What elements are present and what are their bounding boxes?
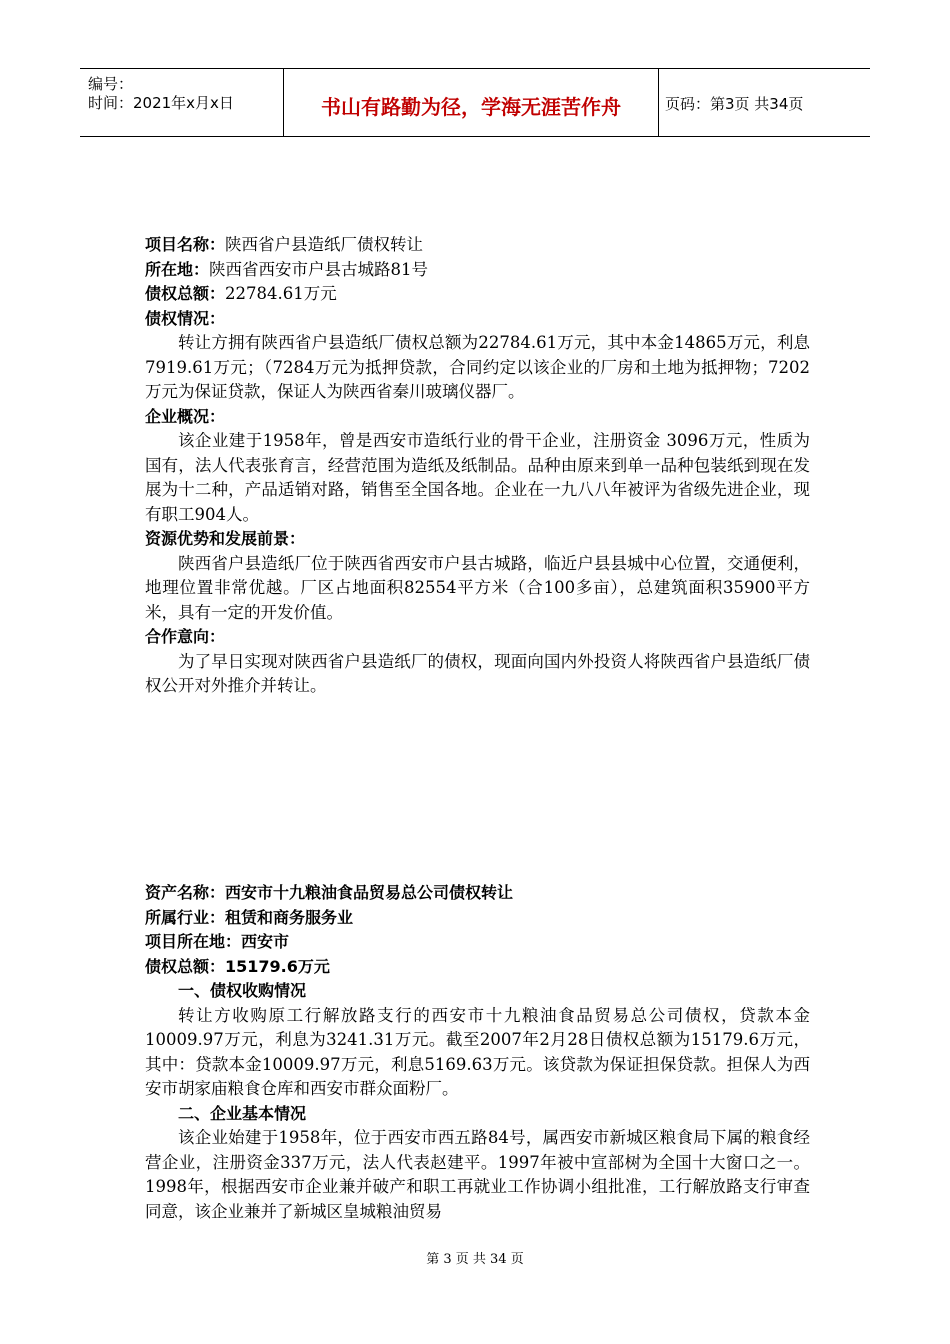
industry-line: 所属行业：租赁和商务服务业	[145, 907, 354, 927]
section-2-title: 二、企业基本情况	[178, 1103, 307, 1123]
project-2-section	[145, 881, 810, 1224]
total-label: 债权总额：	[145, 284, 226, 303]
number-label: 编号：	[88, 75, 134, 93]
project-name: 陕西省户县造纸厂债权转让	[225, 235, 424, 254]
page-header	[80, 68, 870, 137]
location-line	[145, 258, 810, 283]
debt-heading: 债权情况：	[145, 308, 226, 328]
intent-heading: 合作意向：	[145, 627, 226, 646]
section-2-paragraph: 该企业始建于1958年，位于西安市西五路84号，属西安市新城区粮食局下属的粮食经营企业，注册资金337万元，法人代表赵建平。1997年被中宣部树为全国十大窗口之一。1998年，根据西安市企业兼并破产和职工再就业工作协调小组批准，工行解放路支行审查同意，该企业兼并了新城区皇城粮油贸易	[145, 1128, 810, 1221]
project-name-line	[145, 233, 810, 258]
total-amount: 22784.61万元	[225, 284, 337, 303]
debt-total-line: 债权总额：15179.6万元	[145, 956, 330, 976]
page-footer: 第 3 页 共 34 页	[426, 1252, 524, 1267]
asset-name-line: 资产名称：西安市十九粮油食品贸易总公司债权转让	[145, 883, 514, 902]
overview-paragraph: 该企业建于1958年，曾是西安市造纸行业的骨干企业，注册资金 3096万元，性质为国有，法人代表张育言，经营范围为造纸及纸制品。品种由原来到单一品种包装纸到现在发展为十二种，产品适销对路，销售至全国各地。企业在一九八八年被评为省级先进企业，现有职工904人。	[145, 431, 810, 524]
location: 陕西省西安市户县古城路81号	[209, 259, 429, 279]
date-label: 时间：2021年x月x日	[88, 94, 234, 112]
total-line	[145, 282, 810, 307]
advantage-heading: 资源优势和发展前景：	[145, 529, 306, 548]
location-label: 所在地：	[145, 259, 210, 279]
header-meta	[88, 75, 234, 113]
project-1-section	[145, 233, 810, 699]
header-page-info: 页码：第3页 共34页	[665, 95, 804, 113]
header-divider	[658, 69, 659, 136]
section-1-paragraph: 转让方收购原工行解放路支行的西安市十九粮油食品贸易总公司债权，贷款本金10009.97万元，利息为3241.31万元。截至2007年2月28日债权总额为15179.6万元，其中：贷款本金10009.97万元，利息5169.63万元。该贷款为保证担保贷款。担保人为西安市胡家庙粮食仓库和西安市群众面粉厂。	[145, 1005, 810, 1098]
project-name-label: 项目名称：	[145, 235, 226, 254]
advantage-paragraph: 陕西省户县造纸厂位于陕西省西安市户县古城路，临近户县县城中心位置，交通便利，地理位置非常优越。厂区占地面积82554平方米（合100多亩），总建筑面积35900平方米，具有一定的开发价值。	[145, 553, 810, 622]
section-1-title: 一、债权收购情况	[178, 981, 307, 1000]
intent-paragraph: 为了早日实现对陕西省户县造纸厂的债权，现面向国内外投资人将陕西省户县造纸厂债权公开对外推介并转让。	[145, 651, 810, 695]
project-location-line: 项目所在地：西安市	[145, 932, 290, 951]
overview-heading: 企业概况：	[145, 406, 226, 426]
header-motto: 书山有路勤为径，学海无涯苦作舟	[321, 95, 621, 119]
debt-paragraph: 转让方拥有陕西省户县造纸厂债权总额为22784.61万元，其中本金14865万元，利息7919.61万元；（7284万元为抵押贷款，合同约定以该企业的厂房和土地为抵押物；7202万元为保证贷款，保证人为陕西省秦川玻璃仪器厂。	[145, 333, 810, 401]
